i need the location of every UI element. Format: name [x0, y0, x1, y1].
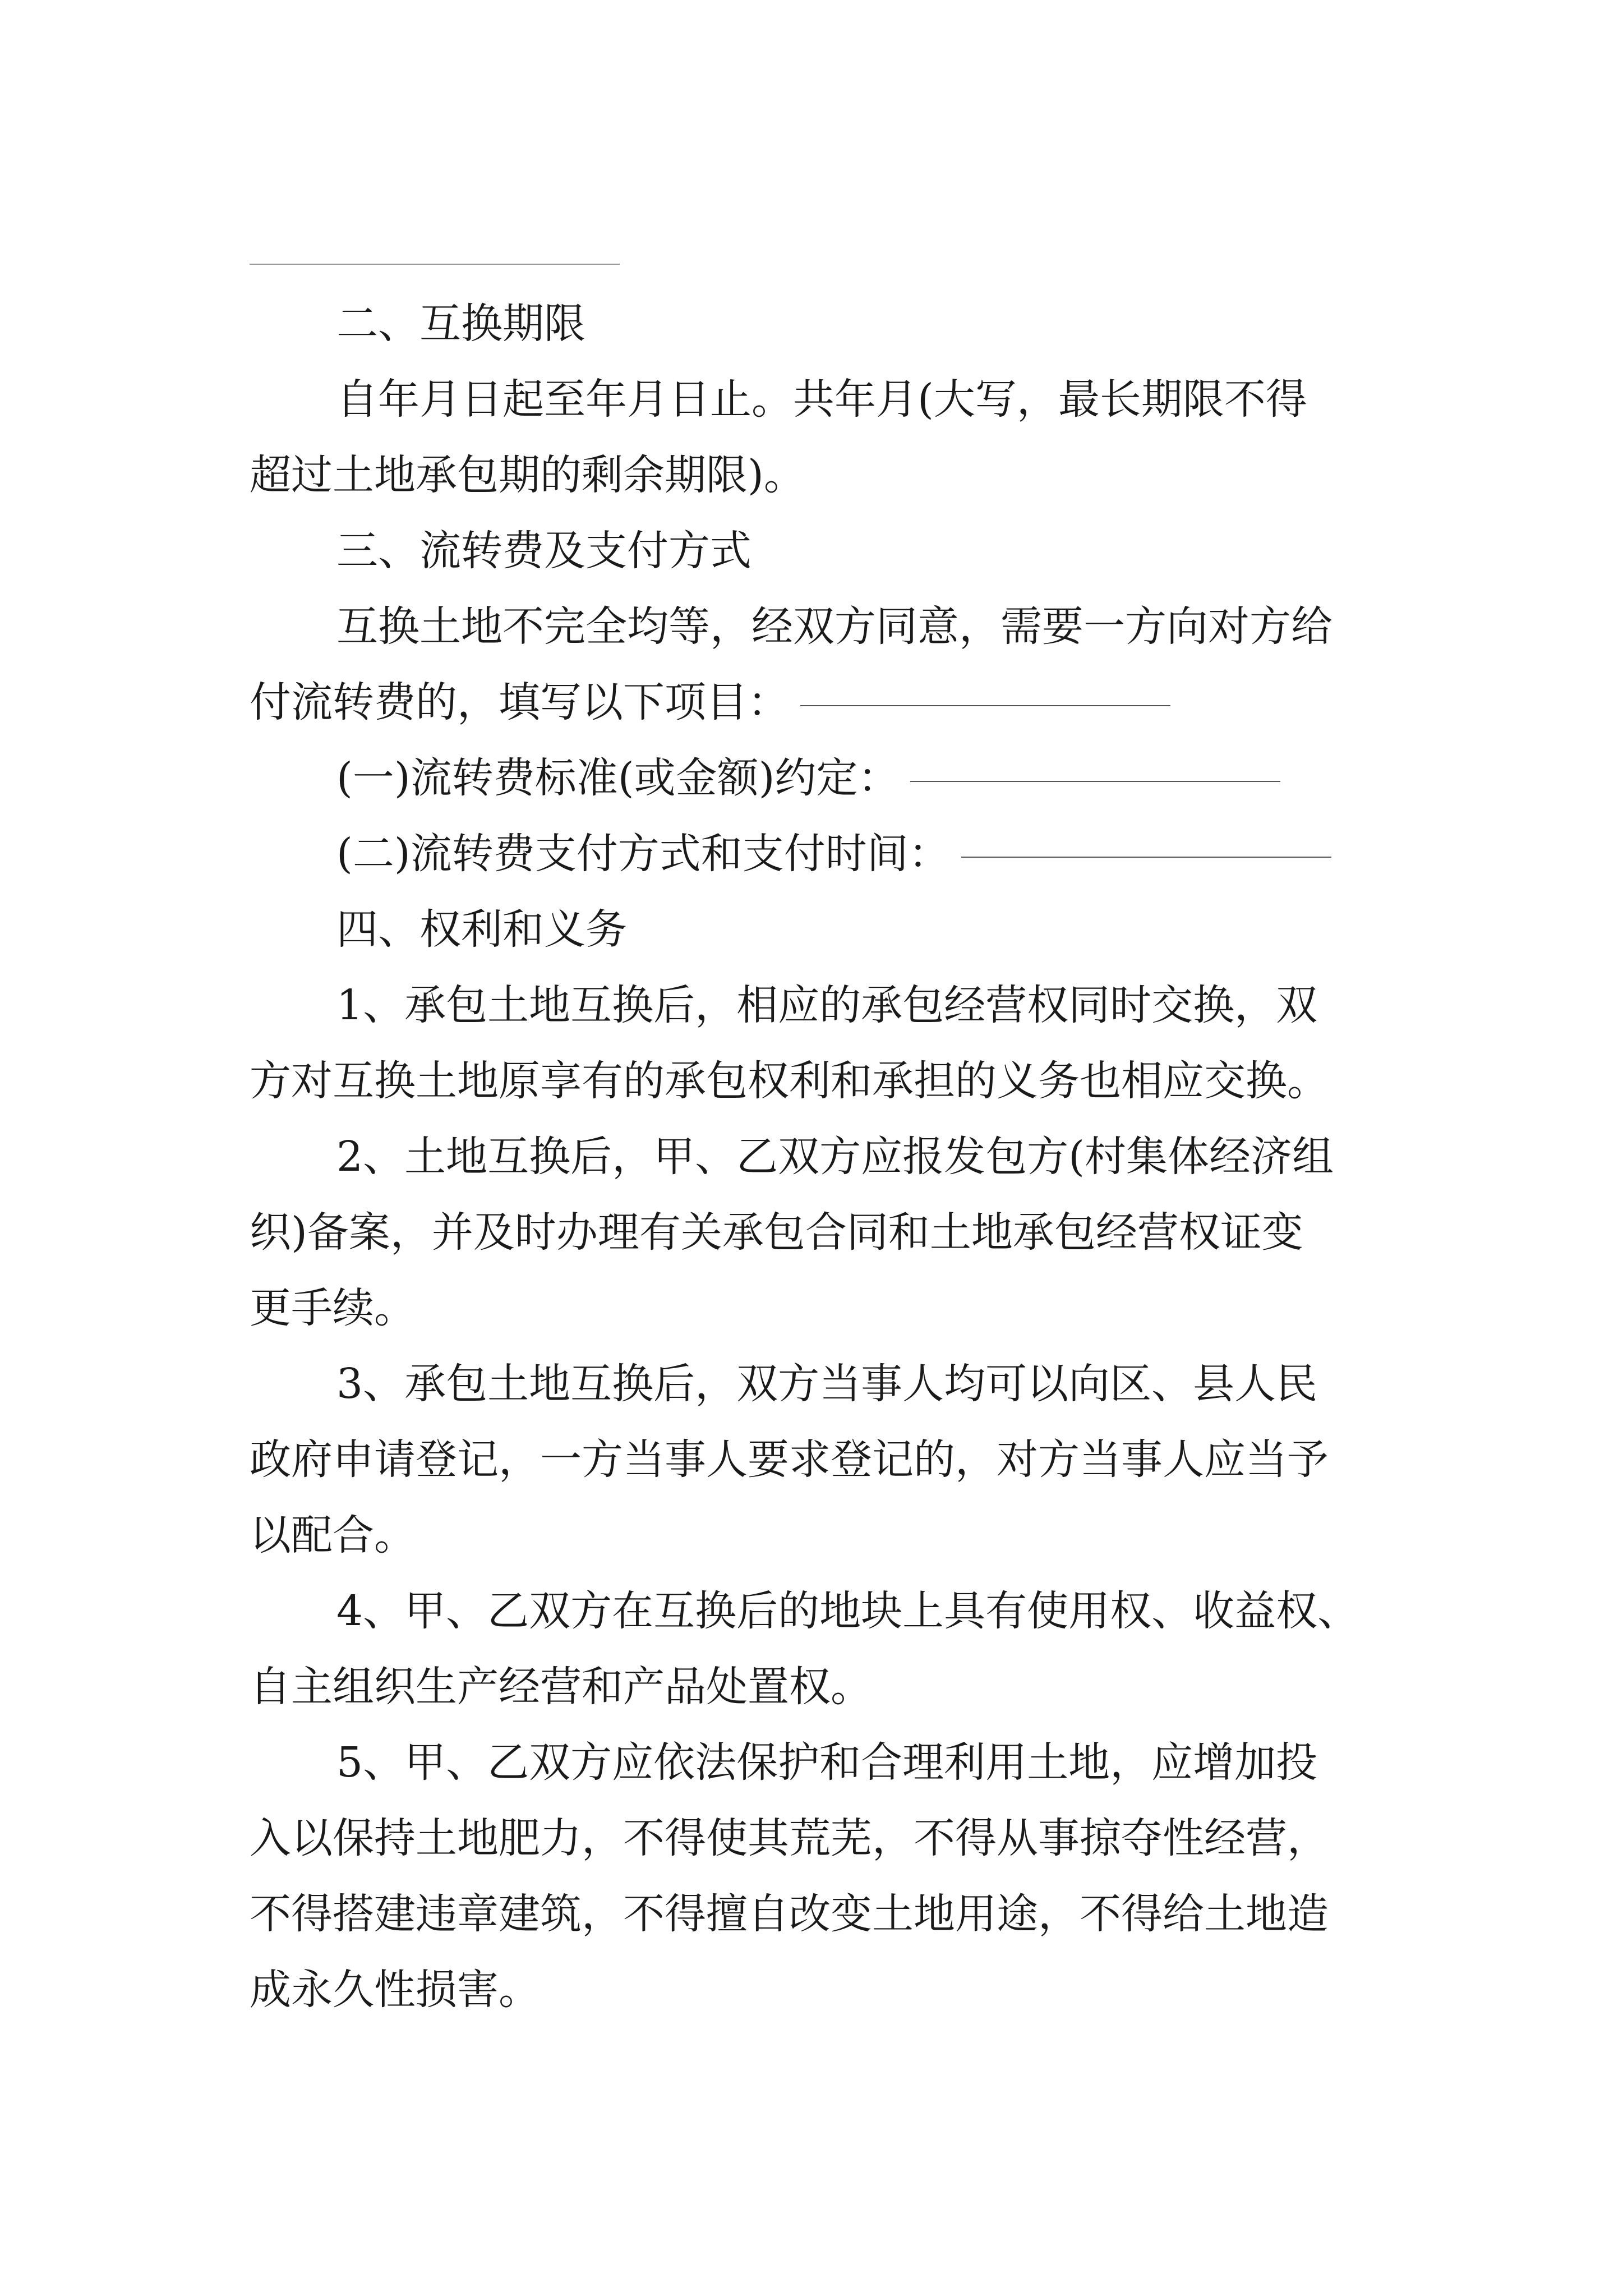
line-text: 1、承包土地互换后，相应的承包经营权同时交换，双: [336, 981, 1318, 1029]
fill-in-blank[interactable]: [961, 823, 1331, 858]
paragraph-line: [250, 1195, 1388, 1271]
fee-standard-line: [250, 740, 1388, 816]
paragraph-line: [250, 1876, 1388, 1952]
line-text: 超过土地承包期的剩余期限)。: [250, 451, 805, 499]
paragraph-line: [250, 1422, 1388, 1498]
line-text: 织)备案，并及时办理有关承包合同和土地承包经营权证变: [250, 1208, 1303, 1257]
line-text: 2、土地互换后，甲、乙双方应报发包方(村集体经济组: [336, 1133, 1334, 1181]
header-rule: [250, 264, 620, 265]
paragraph-line: [250, 1649, 1388, 1725]
paragraph-line: [250, 1801, 1388, 1876]
line-text: 二、互换期限: [336, 300, 585, 348]
line-text: 入以保持土地肥力，不得使其荒芜，不得从事掠夺性经营，: [250, 1814, 1329, 1862]
line-text: 方对互换土地原享有的承包权利和承担的义务也相应交换。: [250, 1057, 1329, 1105]
paragraph-line: [250, 589, 1388, 665]
document-body: [250, 286, 1388, 2028]
line-text: 成永久性损害。: [250, 1966, 540, 2014]
line-text: 更手续。: [250, 1284, 416, 1332]
section-heading-rights: [250, 892, 1388, 968]
paragraph-line: [250, 665, 1388, 740]
line-text: 三、流转费及支付方式: [336, 527, 751, 575]
line-text: 不得搭建违章建筑，不得擅自改变土地用途，不得给土地造: [250, 1890, 1329, 1938]
fee-payment-line: [250, 816, 1388, 892]
line-text: 互换土地不完全均等，经双方同意，需要一方向对方给: [336, 602, 1332, 651]
paragraph-line: [250, 1725, 1388, 1801]
line-text: 自年月日起至年月日止。共年月(大写，最长期限不得: [336, 375, 1307, 424]
paragraph-line: [250, 1271, 1388, 1346]
line-text: (二)流转费支付方式和支付时间：: [336, 830, 950, 878]
paragraph-line: [250, 1573, 1388, 1649]
paragraph-line: [250, 1498, 1388, 1573]
fill-in-blank[interactable]: [800, 671, 1170, 706]
section-heading-fee: [250, 513, 1388, 589]
line-text: 自主组织生产经营和产品处置权。: [250, 1663, 872, 1711]
fill-in-blank[interactable]: [910, 747, 1280, 782]
paragraph-line: [250, 1043, 1388, 1119]
line-text: 4、甲、乙双方在互换后的地块上具有使用权、收益权、: [336, 1587, 1359, 1635]
section-heading-term: [250, 286, 1388, 362]
line-text: 政府申请登记，一方当事人要求登记的，对方当事人应当予: [250, 1435, 1329, 1484]
line-text: 四、权利和义务: [336, 905, 627, 954]
line-text: 以配合。: [250, 1511, 416, 1559]
paragraph-line: [250, 438, 1388, 513]
paragraph-line: [250, 1119, 1388, 1195]
paragraph-line: [250, 1952, 1388, 2028]
paragraph-line: [250, 968, 1388, 1043]
line-text: (一)流转费标准(或金额)约定：: [336, 754, 900, 802]
line-text: 5、甲、乙双方应依法保护和合理利用土地，应增加投: [336, 1738, 1318, 1787]
line-text: 3、承包土地互换后，双方当事人均可以向区、县人民: [336, 1360, 1318, 1408]
paragraph-line: [250, 1346, 1388, 1422]
paragraph-line: [250, 362, 1388, 438]
line-text: 付流转费的，填写以下项目：: [250, 678, 789, 726]
